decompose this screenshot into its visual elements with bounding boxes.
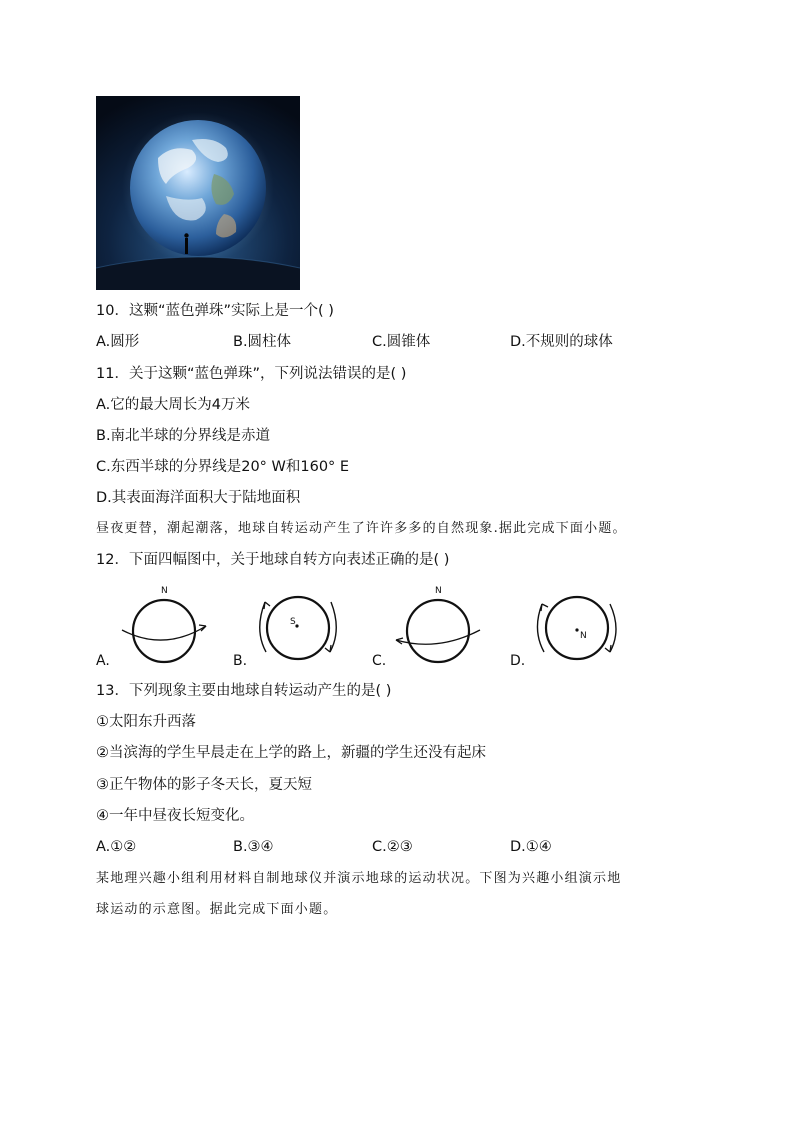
q13-option-a: A.①② bbox=[96, 839, 137, 855]
q11-option-d: D.其表面海洋面积大于陆地面积 bbox=[96, 490, 301, 506]
passage-intro-1: 昼夜更替，潮起潮落，地球自转运动产生了许许多多的自然现象.据此完成下面小题。 bbox=[96, 521, 627, 536]
passage-intro-2-line-1: 某地理兴趣小组利用材料自制地球仪并演示地球的运动状况。下图为兴趣小组演示地 bbox=[96, 871, 622, 886]
figure-a-diagram bbox=[118, 590, 214, 666]
figure-c-pole-label: N bbox=[435, 586, 442, 596]
q13-item-2: ②当滨海的学生早晨走在上学的路上，新疆的学生还没有起床 bbox=[96, 745, 486, 761]
q11-option-a: A.它的最大周长为4万米 bbox=[96, 397, 250, 413]
q10-option-b: B.圆柱体 bbox=[233, 334, 292, 350]
q13-item-4: ④一年中昼夜长短变化。 bbox=[96, 808, 254, 824]
figure-b-diagram bbox=[252, 590, 348, 666]
passage-intro-2-line-2: 球运动的示意图。据此完成下面小题。 bbox=[96, 902, 338, 917]
figure-d-diagram bbox=[530, 590, 626, 666]
figure-a-label: A. bbox=[96, 653, 110, 669]
q10-option-a: A.圆形 bbox=[96, 334, 140, 350]
earth-photo bbox=[96, 96, 300, 290]
q13-item-3: ③正午物体的影子冬天长，夏天短 bbox=[96, 777, 312, 793]
question-12-stem: 12．下面四幅图中，关于地球自转方向表述正确的是( ) bbox=[96, 552, 450, 568]
q10-option-d: D.不规则的球体 bbox=[510, 334, 613, 350]
q11-option-b: B.南北半球的分界线是赤道 bbox=[96, 428, 271, 444]
question-13-stem: 13．下列现象主要由地球自转运动产生的是( ) bbox=[96, 683, 392, 699]
q13-option-c: C.②③ bbox=[372, 839, 413, 855]
figure-d-pole-label: N bbox=[580, 631, 587, 641]
figure-b-pole-label: S bbox=[290, 617, 296, 627]
q13-item-1: ①太阳东升西落 bbox=[96, 714, 196, 730]
q13-option-d: D.①④ bbox=[510, 839, 552, 855]
figure-c-label: C. bbox=[372, 653, 387, 669]
figure-b-label: B. bbox=[233, 653, 248, 669]
figure-d-label: D. bbox=[510, 653, 526, 669]
figure-c-diagram bbox=[392, 590, 488, 666]
q11-option-c: C.东西半球的分界线是20° W和160° E bbox=[96, 459, 350, 475]
question-10-stem: 10．这颗“蓝色弹珠”实际上是一个( ) bbox=[96, 303, 334, 319]
figure-a-pole-label: N bbox=[161, 586, 168, 596]
q13-option-b: B.③④ bbox=[233, 839, 274, 855]
q10-option-c: C.圆锥体 bbox=[372, 334, 431, 350]
question-11-stem: 11．关于这颗“蓝色弹珠”，下列说法错误的是( ) bbox=[96, 366, 407, 382]
